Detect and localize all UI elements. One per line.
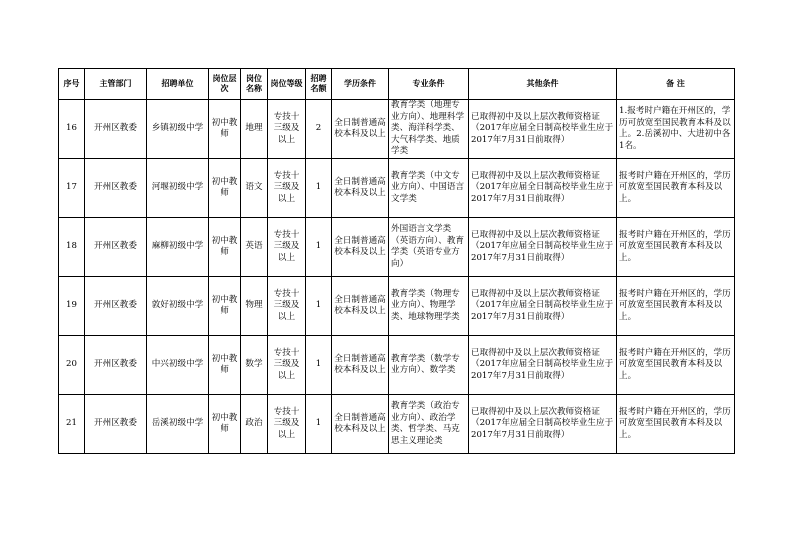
cell-seq: 16 [59, 100, 85, 159]
cell-grade: 专技十三级及以上 [268, 100, 306, 159]
cell-dept: 开州区教委 [85, 395, 147, 454]
cell-grade: 专技十三级及以上 [268, 159, 306, 218]
cell-edu: 全日制普通高校本科及以上 [332, 218, 389, 277]
table-row [59, 100, 735, 159]
header-grade: 岗位等级 [268, 69, 306, 100]
cell-seq: 20 [59, 336, 85, 395]
cell-note: 报考时户籍在开州区的，学历可放宽至国民教育本科及以上。 [617, 336, 735, 395]
header-quota: 招聘名额 [306, 69, 332, 100]
cell-level: 初中教师 [209, 277, 241, 336]
cell-edu: 全日制普通高校本科及以上 [332, 277, 389, 336]
table-row [59, 336, 735, 395]
cell-note: 报考时户籍在开州区的，学历可放宽至国民教育本科及以上。 [617, 277, 735, 336]
cell-other: 已取得初中及以上层次教师资格证（2017年应届全日制高校毕业生应于2017年7月31日前取得） [469, 218, 617, 277]
header-unit: 招聘单位 [147, 69, 209, 100]
table-header-row [59, 69, 735, 100]
header-major: 专业条件 [389, 69, 469, 100]
cell-major: 教育学类（政治专业方向）、政治学类、哲学类、马克思主义理论类 [389, 395, 469, 454]
header-note: 备 注 [617, 69, 735, 100]
cell-level: 初中教师 [209, 395, 241, 454]
table-row [59, 159, 735, 218]
cell-quota: 1 [306, 218, 332, 277]
cell-other: 已取得初中及以上层次教师资格证（2017年应届全日制高校毕业生应于2017年7月31日前取得） [469, 159, 617, 218]
cell-other: 已取得初中及以上层次教师资格证（2017年应届全日制高校毕业生应于2017年7月31日前取得） [469, 277, 617, 336]
cell-grade: 专技十三级及以上 [268, 395, 306, 454]
cell-level: 初中教师 [209, 100, 241, 159]
recruitment-table [58, 68, 735, 454]
cell-edu: 全日制普通高校本科及以上 [332, 159, 389, 218]
cell-grade: 专技十三级及以上 [268, 218, 306, 277]
cell-edu: 全日制普通高校本科及以上 [332, 395, 389, 454]
cell-unit: 麻柳初级中学 [147, 218, 209, 277]
cell-seq: 17 [59, 159, 85, 218]
table-row [59, 277, 735, 336]
cell-major: 教育学类（物理专业方向）、物理学类、地球物理学类 [389, 277, 469, 336]
cell-unit: 乡镇初级中学 [147, 100, 209, 159]
cell-post: 物理 [241, 277, 268, 336]
cell-dept: 开州区教委 [85, 336, 147, 395]
cell-other: 已取得初中及以上层次教师资格证（2017年应届全日制高校毕业生应于2017年7月31日前取得） [469, 336, 617, 395]
cell-dept: 开州区教委 [85, 218, 147, 277]
cell-unit: 岳溪初级中学 [147, 395, 209, 454]
cell-grade: 专技十三级及以上 [268, 277, 306, 336]
cell-seq: 19 [59, 277, 85, 336]
header-post: 岗位名称 [241, 69, 268, 100]
cell-other: 已取得初中及以上层次教师资格证（2017年应届全日制高校毕业生应于2017年7月31日前取得） [469, 395, 617, 454]
header-edu: 学历条件 [332, 69, 389, 100]
cell-note: 报考时户籍在开州区的，学历可放宽至国民教育本科及以上。 [617, 159, 735, 218]
cell-seq: 18 [59, 218, 85, 277]
cell-post: 英语 [241, 218, 268, 277]
cell-unit: 中兴初级中学 [147, 336, 209, 395]
cell-grade: 专技十三级及以上 [268, 336, 306, 395]
cell-major: 教育学类（地理专业方向）、地理科学类、海洋科学类、大气科学类、地质学类 [389, 100, 469, 159]
header-level: 岗位层次 [209, 69, 241, 100]
cell-post: 地理 [241, 100, 268, 159]
cell-quota: 2 [306, 100, 332, 159]
cell-edu: 全日制普通高校本科及以上 [332, 336, 389, 395]
cell-post: 政治 [241, 395, 268, 454]
cell-post: 语文 [241, 159, 268, 218]
cell-major: 外国语言文学类（英语方向）、教育学类（英语专业方向） [389, 218, 469, 277]
cell-unit: 河堰初级中学 [147, 159, 209, 218]
cell-dept: 开州区教委 [85, 159, 147, 218]
cell-other: 已取得初中及以上层次教师资格证（2017年应届全日制高校毕业生应于2017年7月31日前取得） [469, 100, 617, 159]
cell-dept: 开州区教委 [85, 100, 147, 159]
cell-dept: 开州区教委 [85, 277, 147, 336]
cell-edu: 全日制普通高校本科及以上 [332, 100, 389, 159]
cell-seq: 21 [59, 395, 85, 454]
cell-level: 初中教师 [209, 218, 241, 277]
header-other: 其他条件 [469, 69, 617, 100]
table-row [59, 395, 735, 454]
cell-level: 初中教师 [209, 336, 241, 395]
cell-unit: 敦好初级中学 [147, 277, 209, 336]
cell-level: 初中教师 [209, 159, 241, 218]
cell-quota: 1 [306, 159, 332, 218]
cell-post: 数学 [241, 336, 268, 395]
table-row [59, 218, 735, 277]
header-seq: 序号 [59, 69, 85, 100]
cell-major: 教育学类（中文专业方向）、中国语言文学类 [389, 159, 469, 218]
cell-major: 教育学类（数学专业方向）、数学类 [389, 336, 469, 395]
cell-note: 报考时户籍在开州区的，学历可放宽至国民教育本科及以上。 [617, 218, 735, 277]
cell-quota: 1 [306, 336, 332, 395]
cell-note: 报考时户籍在开州区的，学历可放宽至国民教育本科及以上。 [617, 395, 735, 454]
cell-quota: 1 [306, 395, 332, 454]
header-dept: 主管部门 [85, 69, 147, 100]
cell-quota: 1 [306, 277, 332, 336]
cell-note: 1.报考时户籍在开州区的，学历可放宽至国民教育本科及以上。2.岳溪初中、大进初中各1名。 [617, 100, 735, 159]
